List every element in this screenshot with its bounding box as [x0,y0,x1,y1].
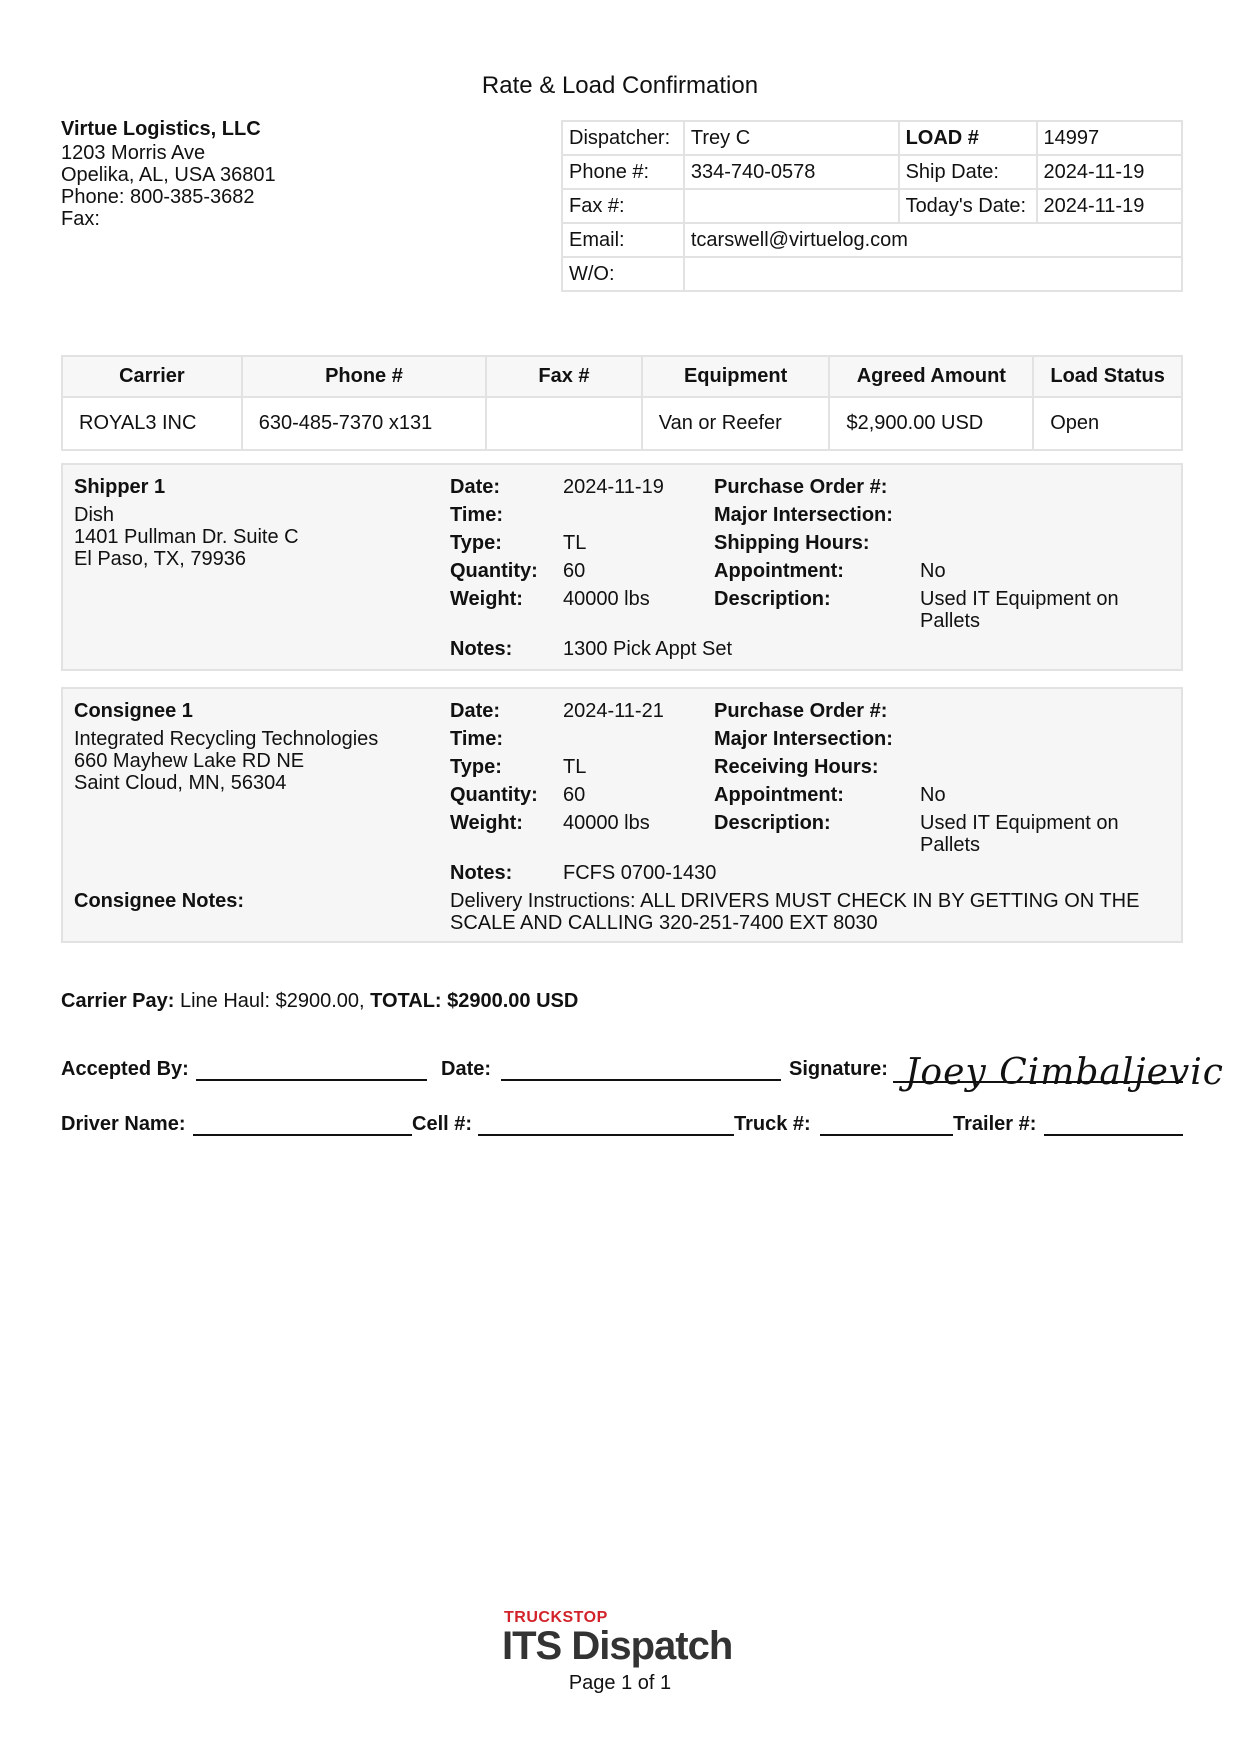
shipping-hours-label: Shipping Hours: [714,532,870,554]
agreed-amount: $2,900.00 USD [829,397,1033,450]
accept-date-line[interactable] [501,1079,781,1081]
consignee-date: 2024-11-21 [563,700,664,722]
shipper-type-label: Type: [450,532,502,554]
work-order-label: W/O: [562,257,684,291]
cell-label: Cell #: [412,1113,473,1135]
company-fax: Fax: [61,208,100,230]
consignee-notes-section-label: Consignee Notes: [74,890,245,912]
consignee-appointment: No [920,784,946,806]
cell-line[interactable] [478,1134,734,1136]
consignee-notes: FCFS 0700-1430 [563,862,717,884]
consignee-type-label: Type: [450,756,502,778]
driver-name-line[interactable] [193,1134,412,1136]
company-name: Virtue Logistics, LLC [61,118,261,140]
consignee-date-label: Date: [450,700,501,722]
dispatch-phone-label: Phone #: [562,155,684,189]
its-dispatch-logo: ITS Dispatch [502,1624,733,1668]
shipper-description-line2: Pallets [920,610,981,632]
driver-name-label: Driver Name: [61,1113,186,1135]
shipper-address-block [74,476,299,570]
dispatcher-label: Dispatcher: [562,121,684,155]
handwritten-signature: Joey Cimbaljevic [905,1052,1224,1093]
shipper-quantity: 60 [563,560,586,582]
carrier-fax [486,397,642,450]
company-block [61,118,276,230]
shipper-appointment: No [920,560,946,582]
shipper-heading: Shipper 1 [74,476,166,498]
ship-date-value: 2024-11-19 [1037,155,1183,189]
shipper-panel [61,463,1183,671]
shipper-date: 2024-11-19 [563,476,664,498]
shipper-address-line1: 1401 Pullman Dr. Suite C [74,526,299,548]
email-label: Email: [562,223,684,257]
consignee-description-line2: Pallets [920,834,981,856]
consignee-notes-line2: SCALE AND CALLING 320-251-7400 EXT 8030 [450,912,878,934]
load-number-label: LOAD # [899,121,1037,155]
consignee-weight: 40000 lbs [563,812,650,834]
carrier-phone-header: Phone # [242,356,486,397]
consignee-po-label: Purchase Order #: [714,700,888,722]
agreed-amount-header: Agreed Amount [829,356,1033,397]
table-row [62,397,1182,450]
ship-date-label: Ship Date: [899,155,1037,189]
carrier-name: ROYAL3 INC [62,397,242,450]
receiving-hours-label: Receiving Hours: [714,756,879,778]
carrier-table [61,355,1183,451]
shipper-intersection-label: Major Intersection: [714,504,893,526]
consignee-address-block [74,700,378,794]
carrier-pay-label: Carrier Pay: [61,990,175,1012]
shipper-weight: 40000 lbs [563,588,650,610]
dispatcher-value: Trey C [684,121,899,155]
load-status-header: Load Status [1033,356,1182,397]
consignee-intersection-label: Major Intersection: [714,728,893,750]
equipment-header: Equipment [642,356,830,397]
consignee-time-label: Time: [450,728,503,750]
carrier-header: Carrier [62,356,242,397]
shipper-type: TL [563,532,587,554]
line-haul-text: Line Haul: $2900.00, [174,990,371,1012]
company-address-line2: Opelika, AL, USA 36801 [61,164,276,186]
company-phone: Phone: 800-385-3682 [61,186,255,208]
consignee-type: TL [563,756,587,778]
consignee-description-label: Description: [714,812,831,834]
truckstop-logo-text: TRUCKSTOP [504,1609,608,1626]
consignee-address-line1: 660 Mayhew Lake RD NE [74,750,305,772]
dispatch-info-table [561,120,1183,292]
consignee-description-line1: Used IT Equipment on [920,812,1119,834]
trailer-label: Trailer #: [953,1113,1037,1135]
shipper-notes: 1300 Pick Appt Set [563,638,733,660]
dispatch-phone-value: 334-740-0578 [684,155,899,189]
shipper-address-line2: El Paso, TX, 79936 [74,548,246,570]
accepted-by-label: Accepted By: [61,1058,189,1080]
shipper-time-label: Time: [450,504,503,526]
consignee-name: Integrated Recycling Technologies [74,728,379,750]
consignee-quantity: 60 [563,784,586,806]
todays-date-label: Today's Date: [899,189,1037,223]
load-number-value: 14997 [1037,121,1183,155]
shipper-weight-label: Weight: [450,588,523,610]
shipper-date-label: Date: [450,476,501,498]
equipment: Van or Reefer [642,397,830,450]
shipper-description-line1: Used IT Equipment on [920,588,1119,610]
consignee-appointment-label: Appointment: [714,784,844,806]
signature-label: Signature: [789,1058,888,1080]
dispatch-fax-label: Fax #: [562,189,684,223]
consignee-notes-label: Notes: [450,862,513,884]
accepted-by-line[interactable] [196,1079,427,1081]
carrier-phone: 630-485-7370 x131 [242,397,486,450]
shipper-name: Dish [74,504,115,526]
accept-date-label: Date: [441,1058,492,1080]
carrier-pay-line [61,990,578,1013]
consignee-panel [61,687,1183,943]
dispatch-fax-value [684,189,899,223]
consignee-notes-line1: Delivery Instructions: ALL DRIVERS MUST CHECK IN BY GETTING ON THE [450,890,1140,912]
consignee-quantity-label: Quantity: [450,784,538,806]
shipper-po-label: Purchase Order #: [714,476,888,498]
page-number: Page 1 of 1 [568,1672,672,1694]
consignee-address-line2: Saint Cloud, MN, 56304 [74,772,287,794]
work-order-value [684,257,1182,291]
consignee-weight-label: Weight: [450,812,523,834]
carrier-fax-header: Fax # [486,356,642,397]
todays-date-value: 2024-11-19 [1037,189,1183,223]
email-value: tcarswell@virtuelog.com [684,223,1182,257]
truck-line[interactable] [820,1134,953,1136]
company-address-line1: 1203 Morris Ave [61,142,206,164]
truck-label: Truck #: [734,1113,811,1135]
shipper-notes-label: Notes: [450,638,513,660]
shipper-description-label: Description: [714,588,831,610]
trailer-line[interactable] [1044,1134,1183,1136]
document-title: Rate & Load Confirmation [481,72,759,99]
total-amount: TOTAL: $2900.00 USD [370,990,579,1012]
load-status: Open [1033,397,1182,450]
shipper-appointment-label: Appointment: [714,560,844,582]
consignee-heading: Consignee 1 [74,700,193,722]
shipper-quantity-label: Quantity: [450,560,538,582]
